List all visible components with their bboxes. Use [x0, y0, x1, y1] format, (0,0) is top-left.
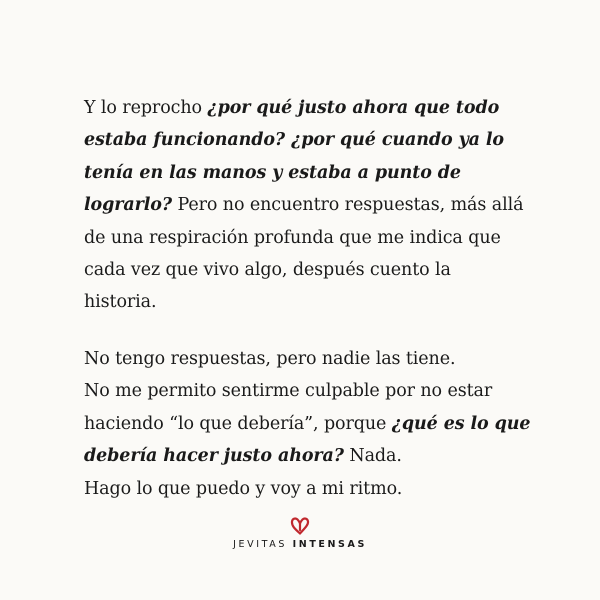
text-line: tenía en las manos y estaba a punto de — [84, 162, 461, 183]
text-line: Hago lo que puedo y voy a mi ritmo. — [84, 478, 403, 499]
brand-name-part2: INTENSAS — [292, 539, 367, 550]
text-regular: Y lo reprocho — [84, 98, 208, 118]
text-regular: Nada. — [343, 446, 402, 467]
text-emphasis: ¿por qué justo ahora que todo — [207, 98, 500, 118]
brand-name-part1: JEVITAS — [233, 539, 293, 550]
text-line: cada vez que vivo algo, después cuento la — [84, 260, 451, 281]
brand-logo — [0, 515, 600, 550]
text-line: No tengo respuestas, pero nadie las tiene. — [84, 349, 456, 369]
text-regular: haciendo “lo que debería”, porque — [84, 413, 392, 434]
text-regular: Pero no encuentro respuestas, más allá — [172, 195, 524, 216]
text-line: de una respiración profunda que me indica que — [84, 227, 501, 248]
heart-icon — [289, 515, 311, 535]
text-line: historia. — [84, 292, 157, 313]
text-line — [84, 92, 534, 124]
text-line — [84, 189, 534, 221]
text-emphasis: lograrlo? — [84, 195, 173, 216]
text-line — [84, 440, 534, 472]
paragraph-answers — [84, 343, 534, 505]
text-line: estaba funcionando? ¿por qué cuando ya lo — [84, 130, 504, 151]
text-line: No me permito sentirme culpable por no estar — [84, 381, 493, 402]
text-emphasis: debería hacer justo ahora? — [84, 446, 344, 467]
text-emphasis: ¿qué es lo que — [391, 413, 531, 434]
paragraph-reproach — [84, 92, 534, 319]
text-line — [84, 408, 534, 440]
brand-name — [0, 539, 600, 550]
